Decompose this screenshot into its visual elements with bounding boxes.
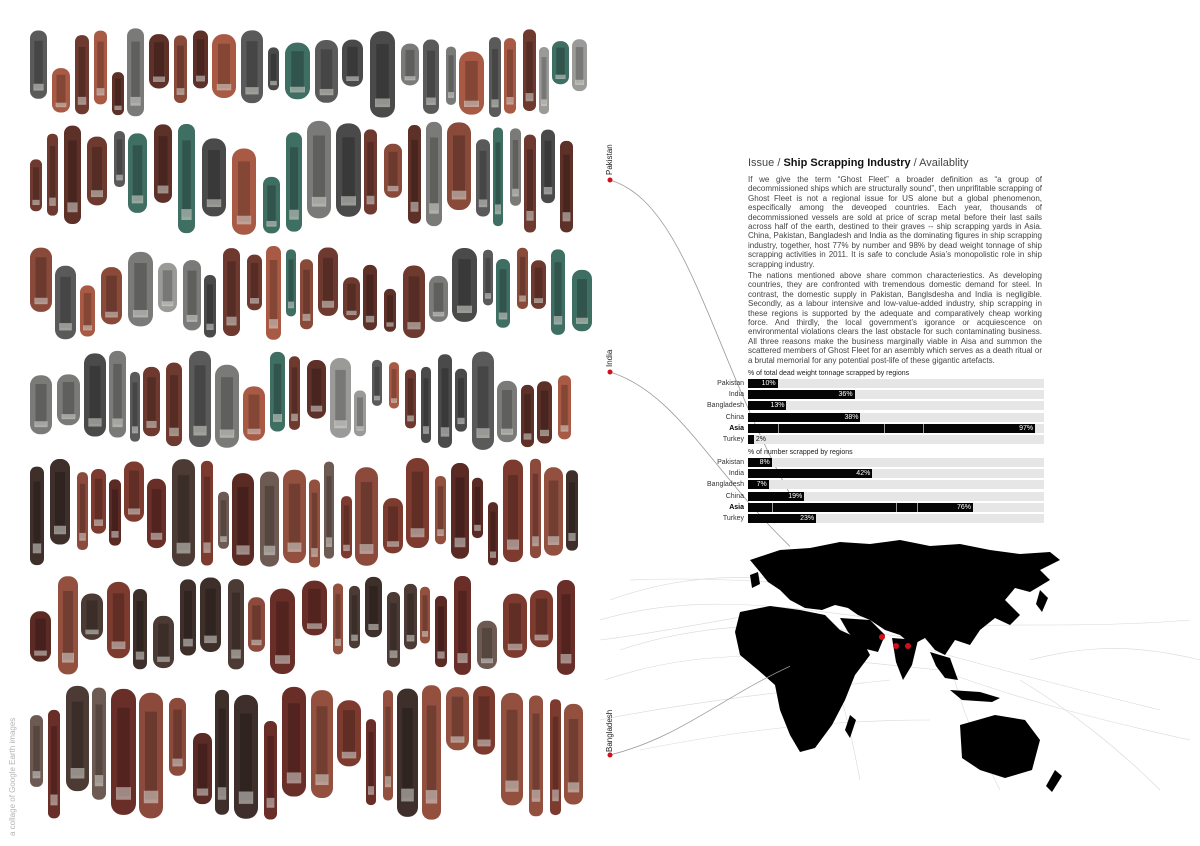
number-value-label: 23% — [800, 514, 815, 522]
number-asia-segment-divider — [772, 503, 773, 512]
landmass-japan — [1036, 590, 1048, 612]
dwt-category-label: India — [728, 391, 744, 399]
landmass-australia — [960, 715, 1040, 778]
dwt-category-label: Asia — [729, 424, 744, 432]
landmass-nz — [1046, 770, 1062, 792]
number-bar-track — [748, 514, 1044, 523]
body-paragraph-1: If we give the term “Ghost Fleet” a broader definition as “a group of decommissioned ships which are structurally sound”, then unprifitable scrapping of Ghost Fleet is not a regional issue for US alone but a global phenomenon, especifically among the deveoped countries. Each year, thousands of decommissioned vessels are sold at price of scrap metal before their last sails across half of the earth, destined to their graves -- ship scrapping yards in Asia. China, Pakistan, Bangladesh and India as the dominating figures in ship scrapping industry, together, host 77% by number and 98% by dead weight tonnage of ship scrapping activities in 2011. It is safe to conclude Asia’s monopolistic role in ship scrapping industry. — [748, 175, 1042, 269]
bangladesh-marker — [905, 643, 911, 649]
dwt-bar-row-bangladesh — [707, 400, 1044, 411]
issue-title: Ship Scrapping Industry — [783, 157, 911, 169]
pakistan-marker — [879, 634, 885, 640]
dwt-chart-bars — [707, 378, 1044, 445]
dwt-asia-segment-divider — [923, 424, 924, 433]
dwt-bar-track — [748, 435, 1044, 444]
number-category-label: Bangladesh — [707, 481, 744, 489]
landmass-se-asia — [930, 652, 958, 680]
number-category-label: Asia — [729, 503, 744, 511]
dwt-asia-segment-divider — [884, 424, 885, 433]
dwt-bar-row-turkey — [722, 434, 1044, 445]
number-category-label: Pakistan — [717, 459, 744, 466]
dwt-category-label: Pakistan — [717, 380, 744, 387]
number-value-label: 19% — [788, 492, 803, 500]
landmass-indonesia — [950, 690, 1000, 702]
body-paragraph-2: The nations mentioned above share common characteriestics. As developing countries, they are confronted with tremendous domestic demand for steel. In contrast, the domestic supply in Pakistan, Banglsdesha and India is negligible. Secondly, as a labour intensive and low-value-added industry, ship scrapping in these regions is supported by the adequate and comparatively cheap working force. And thirdly, the local government’s igorance or acquiescence on environmental violations clears the last obstacle for such contaminating business. All three reasons make the business marginally viable in Aisa and summon the scattered members of Ghost Fleet for an asembly which serves as a death ritual or a brutal memorial for any potential post-life of these gigantic artefacts. — [748, 271, 1042, 365]
region-label-india: India — [605, 349, 614, 367]
india-marker — [893, 643, 899, 649]
pakistan-dot — [608, 178, 613, 183]
dwt-value-label: 13% — [770, 402, 785, 410]
number-category-label: India — [728, 470, 744, 478]
number-asia-segment-divider — [917, 503, 918, 512]
issue-heading — [748, 157, 968, 169]
number-bar-track — [748, 480, 1044, 489]
bangladesh-dot — [608, 753, 613, 758]
number-bar-row-asia — [729, 502, 1044, 513]
region-label-pakistan: Pakistan — [605, 144, 614, 175]
dwt-category-label: Bangladesh — [707, 402, 744, 410]
number-chart-title: % of number scrapped by regions — [748, 449, 853, 456]
number-bar-row-bangladesh — [707, 479, 1044, 490]
india-dot — [608, 370, 613, 375]
dwt-category-label: Turkey — [722, 435, 744, 443]
dwt-bar-row-china — [725, 412, 1044, 423]
dwt-bar — [748, 424, 1035, 433]
dwt-value-label: 97% — [1019, 424, 1034, 432]
number-bar-row-india — [728, 468, 1044, 479]
number-category-label: China — [725, 492, 744, 500]
number-chart — [707, 448, 1044, 524]
number-asia-segment-divider — [896, 503, 897, 512]
collage-caption: a collage of Google Earth images — [8, 717, 17, 836]
connector-bangladesh — [610, 628, 790, 755]
number-value-label: 76% — [956, 503, 971, 511]
number-category-label: Turkey — [722, 514, 744, 522]
number-bar-track — [748, 503, 1044, 512]
dwt-asia-segment-divider — [778, 424, 779, 433]
dwt-value-label: 10% — [761, 380, 776, 387]
dwt-chart — [707, 369, 1044, 445]
dwt-chart-title: % of total dead weight tonnage scrapped by regions — [748, 370, 910, 377]
dwt-bar-track — [748, 413, 1044, 422]
dwt-value-label: 38% — [844, 413, 859, 421]
number-bar-row-china — [725, 491, 1044, 502]
dwt-value-label: 36% — [838, 391, 853, 399]
issue-prefix: Issue / — [748, 157, 781, 169]
dwt-category-label: China — [725, 413, 744, 421]
dwt-bar — [748, 435, 754, 444]
dwt-bar-track — [748, 401, 1044, 410]
dwt-bar-track — [748, 379, 1044, 388]
dwt-value-label: 2% — [755, 435, 767, 443]
dwt-bar-row-pakistan — [717, 378, 1044, 389]
dwt-bar-row-india — [728, 389, 1044, 400]
number-chart-bars — [707, 457, 1044, 524]
issue-suffix: / Availablity — [913, 157, 969, 169]
dwt-bar-row-asia — [729, 423, 1044, 434]
region-label-bangladesh: Bangladesh — [605, 709, 614, 752]
number-bar-track — [748, 492, 1044, 501]
dwt-bar-track — [748, 390, 1044, 399]
dwt-bar-track — [748, 424, 1044, 433]
number-bar-row-pakistan — [717, 457, 1044, 468]
number-bar-row-turkey — [722, 513, 1044, 524]
number-bar-track — [748, 469, 1044, 478]
number-value-label: 7% — [756, 481, 767, 489]
number-value-label: 8% — [759, 459, 770, 466]
number-bar-track — [748, 458, 1044, 467]
number-bar — [748, 503, 973, 512]
number-value-label: 42% — [856, 470, 871, 478]
